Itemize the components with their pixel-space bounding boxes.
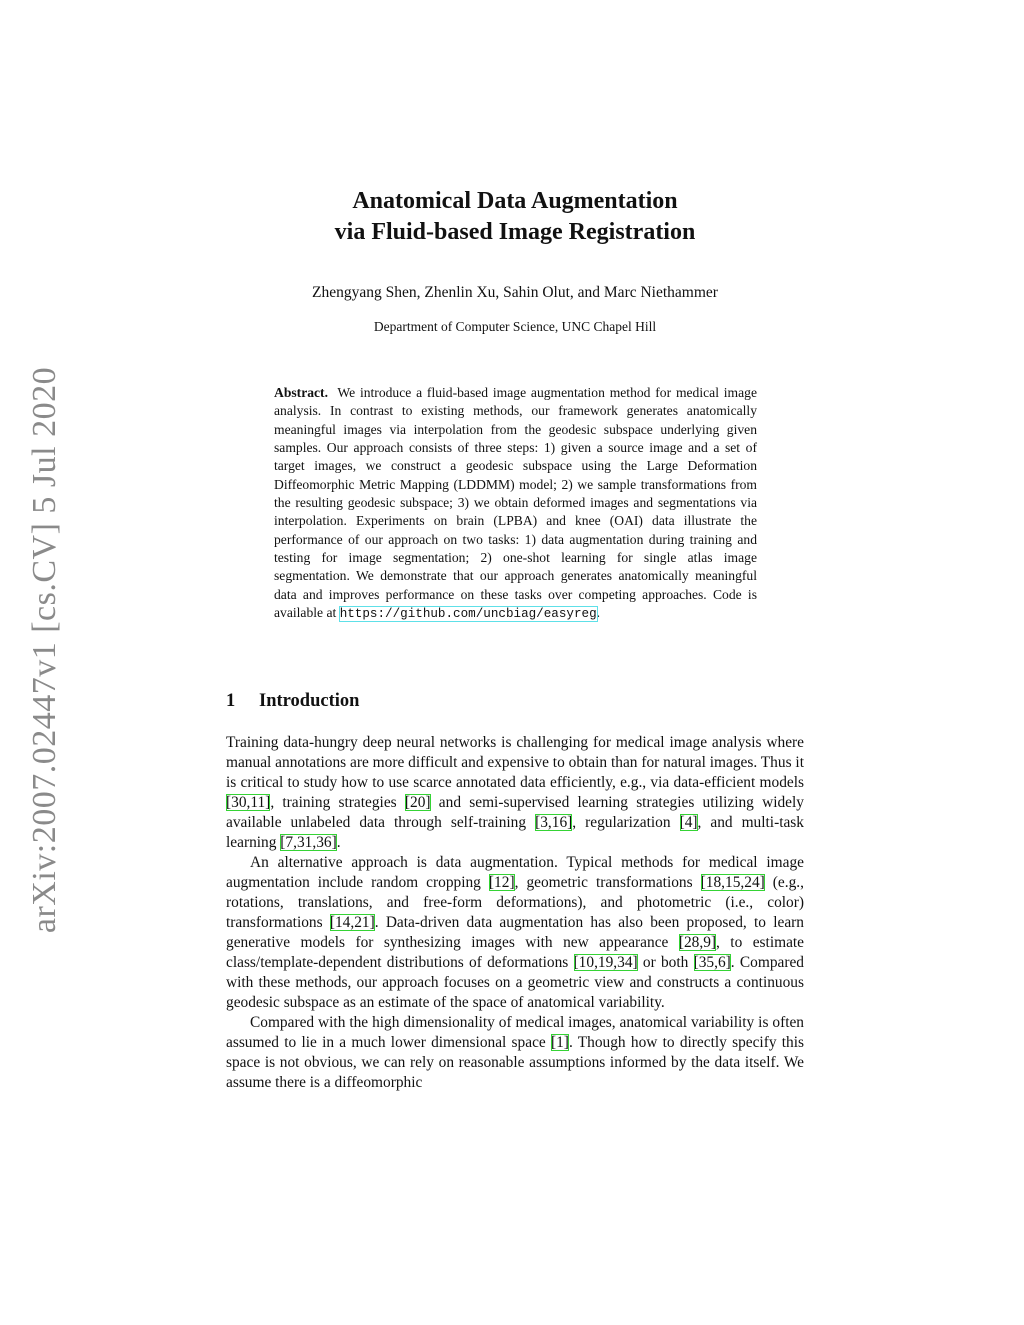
citation-link[interactable]: [18,15,24] [700,874,765,891]
citation-link[interactable]: [4] [679,814,698,831]
author-list: Zhengyang Shen, Zhenlin Xu, Sahin Olut, and Marc Niethammer [312,284,718,301]
citation-link[interactable]: [10,19,34] [573,954,638,971]
code-repository-link[interactable]: https://github.com/uncbiag/easyreg [339,607,597,622]
abstract-end: . [596,605,601,621]
paragraph-text: Compared with the high dimensionality of medical images, anatomical variability is often assumed to lie in a much lower dimensional space [226,1014,804,1051]
citation-link[interactable]: [12] [488,874,515,891]
citation-link[interactable]: [1] [550,1034,569,1051]
intro-paragraph-3 [226,1013,804,1093]
paragraph-text: , geometric transformations [514,874,701,891]
abstract-text: We introduce a fluid-based image augmentation method for medical image analysis. In contrast to existing methods, our framework generates anatomically meaningful images via interpolation from the geodesic subspace underlying given samples. Our approach consists of three steps: 1) given a source image and a set of target images, we construct a geodesic subspace using the Large Deformation Diffeomorphic Metric Mapping (LDDMM) model; 2) we sample transformations from the resulting geodesic subspace; 3) we obtain deformed images and segmentations via interpolation. Experiments on brain (LPBA) and knee (OAI) data illustrate the performance of our approach on two tasks: 1) data augmentation during training and testing for image segmentation; 2) one-shot learning for single atlas image segmentation. We demonstrate that our approach generates anatomically meaningful data and improves performance on these tasks over competing approaches. Code is available at [274,385,757,621]
paragraph-text: (e.g., rotations, translations, and free-form deformations), and photometric (i.e., color) transformations [226,874,805,931]
paragraph-text: . Compared with these methods, our approach focuses on a geometric view and constructs a continuous geodesic subspace as an estimate of the space of anatomical variability. [226,954,805,1011]
abstract [274,384,757,623]
citation-link[interactable]: [30,11] [226,794,271,811]
affiliation: Department of Computer Science, UNC Chapel Hill [373,319,657,334]
section-title: Introduction [259,691,360,711]
introduction-body [226,733,804,1093]
citation-link[interactable]: [35,6] [693,954,731,971]
citation-link[interactable]: [3,16] [535,814,573,831]
paragraph-text: , training strategies [270,794,405,811]
paragraph-text: . Though how to directly specify this space is not obvious, we can rely on reasonable assumptions informed by the data itself. We assume there is a diffeomorphic [226,1034,804,1091]
paragraph-text: . Data-driven data augmentation has also been proposed, to learn generative models for synthesizing images with new appearance [226,914,804,951]
paper-title-line-2: via Fluid-based Image Registration [334,219,696,245]
paragraph-text: Training data-hungry deep neural networks is challenging for medical image analysis where manual annotations are more difficult and expensive to obtain than for natural images. Thus it is critical to study how to use scarce annotated data efficiently, e.g., via data-efficient models [226,734,804,791]
intro-paragraph-1 [226,733,804,853]
paragraph-text: , and multi-task learning [226,814,804,851]
paragraph-text: . [336,834,341,851]
paragraph-text: or both [637,954,694,971]
section-number: 1 [226,691,236,711]
citation-link[interactable]: [28,9] [678,934,717,951]
title-block [226,186,804,248]
paragraph-text: , to estimate class/template-dependent distributions of deformations [226,934,805,971]
citation-link[interactable]: [14,21] [329,914,375,931]
paragraph-text: and semi-supervised learning strategies utilizing widely available unlabeled data through self-training [226,794,804,831]
paragraph-text: , regularization [572,814,680,831]
intro-paragraph-2 [226,853,804,1013]
citation-link[interactable]: [7,31,36] [280,834,337,851]
arxiv-identifier: arXiv:2007.02447v1 [cs.CV] 5 Jul 2020 [26,366,63,934]
paragraph-text: An alternative approach is data augmentation. Typical methods for medical image augmentation include random cropping [226,854,804,891]
citation-link[interactable]: [20] [404,794,431,811]
abstract-label: Abstract. [274,385,328,400]
paper-title-line-1: Anatomical Data Augmentation [352,188,678,214]
section-heading-introduction [226,691,359,712]
